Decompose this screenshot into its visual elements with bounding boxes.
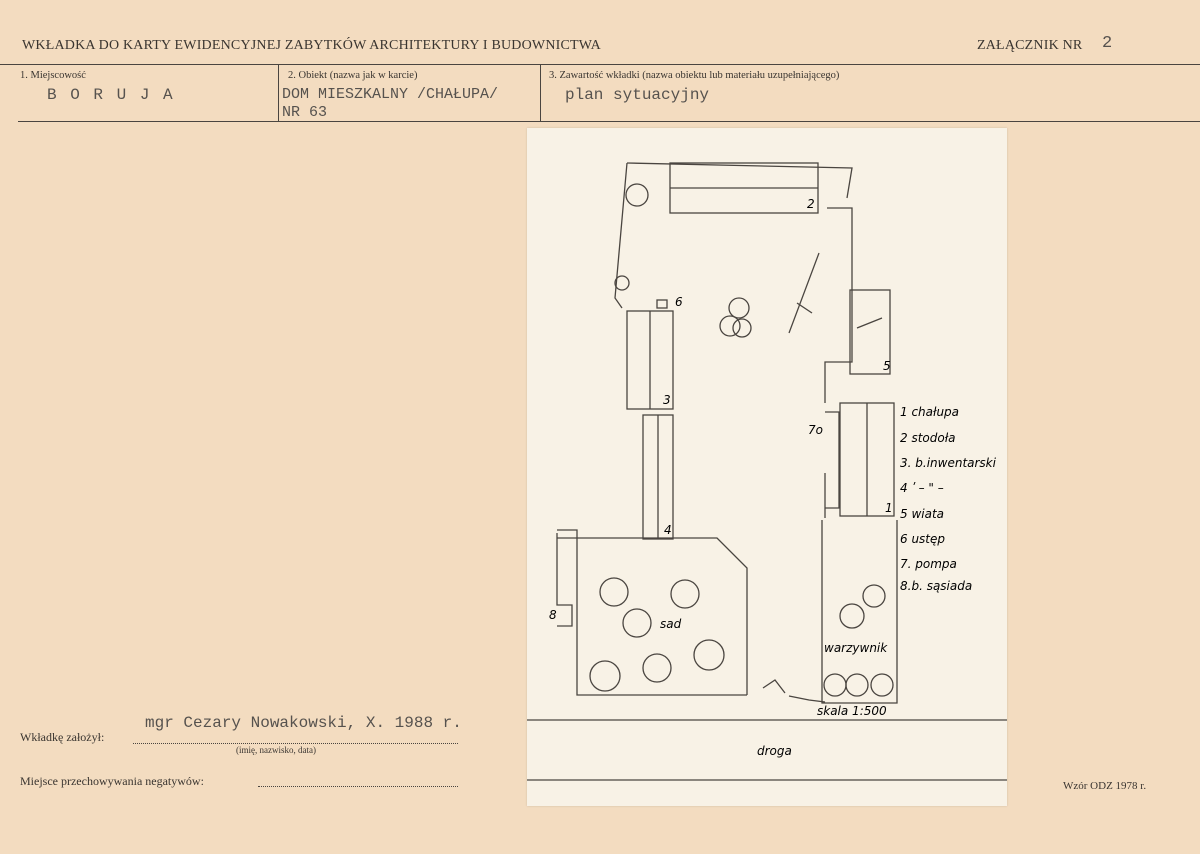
plan-number-2: 2: [807, 197, 815, 211]
legend-item-4: 4 ʹ – " –: [900, 481, 944, 495]
site-plan-drawing: [527, 128, 1007, 806]
attachment-label: ZAŁĄCZNIK NR: [977, 38, 1083, 53]
legend-item-6: 6 ustęp: [900, 532, 946, 546]
object-value-line2: NR 63: [282, 104, 328, 121]
created-value: mgr Cezary Nowakowski, X. 1988 r.: [145, 714, 462, 732]
object-value-line1: DOM MIESZKALNY /CHAŁUPA/: [282, 86, 499, 103]
field-divider-2: [540, 64, 541, 122]
legend-item-5: 5 wiata: [900, 507, 945, 521]
plan-number-8: 8: [549, 608, 557, 622]
created-hint: (imię, nazwisko, data): [236, 745, 316, 755]
legend-item-1: 1 chałupa: [900, 405, 960, 419]
plan-number-3: 3: [663, 393, 671, 407]
plan-number-5: 5: [883, 359, 891, 373]
legend-item-8: 8.b. sąsiada: [900, 579, 973, 593]
header-rule-top: [0, 64, 1200, 65]
attachment-number: 2: [1102, 34, 1113, 53]
plan-number-4: 4: [664, 523, 672, 537]
storage-dotted-line: [258, 786, 458, 788]
form-label: Wzór ODZ 1978 r.: [1063, 780, 1147, 792]
legend-item-2: 2 stodoła: [900, 431, 956, 445]
plan-number-1: 1: [885, 501, 893, 515]
legend-item-7: 7. pompa: [900, 557, 957, 571]
locality-label: 1. Miejscowość: [20, 70, 86, 81]
storage-label: Miejsce przechowywania negatywów:: [20, 774, 204, 788]
legend-item-3: 3. b.inwentarski: [900, 456, 996, 470]
plan-number-6: 6: [675, 295, 683, 309]
created-label: Wkładkę założył:: [20, 730, 105, 744]
site-plan-image: [527, 128, 1007, 806]
locality-value: B O R U J A: [47, 86, 175, 104]
content-value: plan sytuacyjny: [565, 86, 710, 104]
object-label: 2. Obiekt (nazwa jak w karcie): [288, 70, 418, 81]
garden-label: warzywnik: [824, 641, 888, 655]
content-label: 3. Zawartość wkładki (nazwa obiektu lub materiału uzupełniającego): [549, 70, 840, 81]
orchard-label: sad: [660, 617, 682, 631]
road-label: droga: [757, 744, 792, 758]
header-rule-bottom: [18, 121, 1200, 122]
document-title: WKŁADKA DO KARTY EWIDENCYJNEJ ZABYTKÓW ARCHITEKTURY I BUDOWNICTWA: [22, 38, 601, 53]
scale-label: skala 1:500: [817, 704, 887, 718]
field-divider-1: [278, 64, 279, 122]
plan-number-7: 7o: [808, 423, 823, 437]
